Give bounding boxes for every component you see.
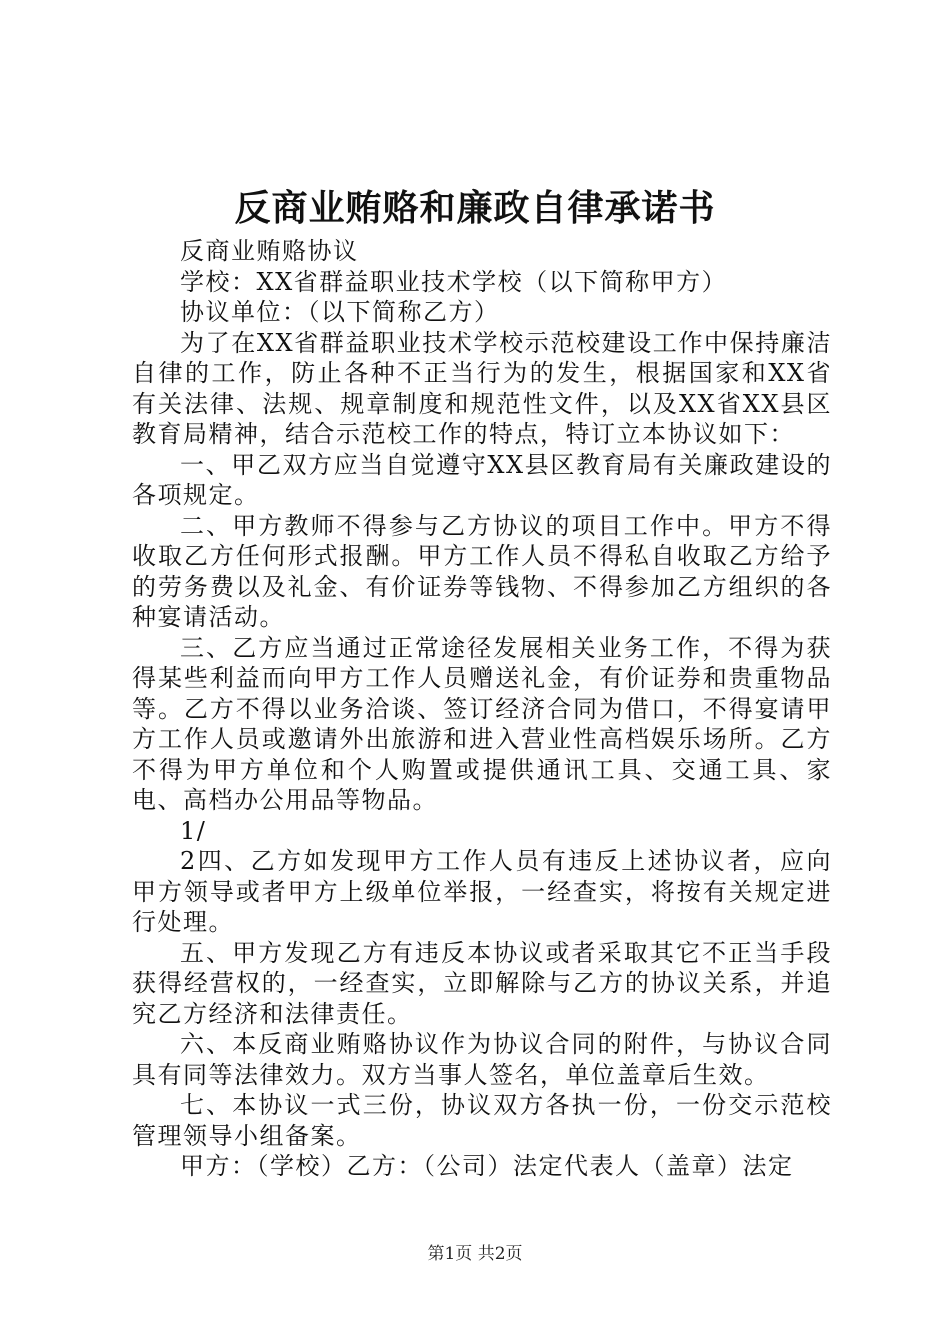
paragraph: 三、乙方应当通过正常途径发展相关业务工作，不得为获得某些利益而向甲方工作人员赠送礼金，有价证券和贵重物品等。乙方不得以业务洽谈、签订经济合同为借口，不得宴请甲方工作人员或邀请外出旅游和进入营业性高档娱乐场所。乙方不得为甲方单位和个人购置或提供通讯工具、交通工具、家电、高档办公用品等物品。 <box>132 633 832 814</box>
paragraph: 六、本反商业贿赂协议作为协议合同的附件，与协议合同具有同等法律效力。双方当事人签名，单位盖章后生效。 <box>132 1030 832 1089</box>
page-footer: 第1页 共2页 <box>427 1244 523 1264</box>
paragraph: 二、甲方教师不得参与乙方协议的项目工作中。甲方不得收取乙方任何形式报酬。甲方工作人员不得私自收取乙方给予的劳务费以及礼金、有价证券等钱物、不得参加乙方组织的各种宴请活动。 <box>132 511 832 631</box>
paragraph: 甲方：（学校）乙方：（公司）法定代表人（盖章）法定 <box>180 1152 794 1180</box>
paragraph: 协议单位：（以下简称乙方） <box>180 298 500 326</box>
document-body <box>132 236 832 1182</box>
paragraph: 一、甲乙双方应当自觉遵守XX县区教育局有关廉政建设的各项规定。 <box>132 450 832 509</box>
paragraph: 为了在XX省群益职业技术学校示范校建设工作中保持廉洁自律的工作，防止各种不正当行为的发生，根据国家和XX省有关法律、法规、规章制度和规范性文件，以及XX省XX县区教育局精神，结合示范校工作的特点，特订立本协议如下： <box>132 328 832 448</box>
paragraph: 七、本协议一式三份，协议双方各执一份，一份交示范校管理领导小组备案。 <box>132 1091 832 1150</box>
document-title: 反商业贿赂和廉政自律承诺书 <box>234 187 716 229</box>
paragraph: 五、甲方发现乙方有违反本协议或者采取其它不正当手段获得经营权的，一经查实，立即解除与乙方的协议关系，并追究乙方经济和法律责任。 <box>132 938 832 1028</box>
paragraph: 2四、乙方如发现甲方工作人员有违反上述协议者，应向甲方领导或者甲方上级单位举报，一经查实，将按有关规定进行处理。 <box>132 847 832 936</box>
paragraph: 反商业贿赂协议 <box>180 237 359 265</box>
paragraph: 学校：XX省群益职业技术学校（以下简称甲方） <box>180 267 728 296</box>
paragraph: 1/ <box>180 816 207 845</box>
